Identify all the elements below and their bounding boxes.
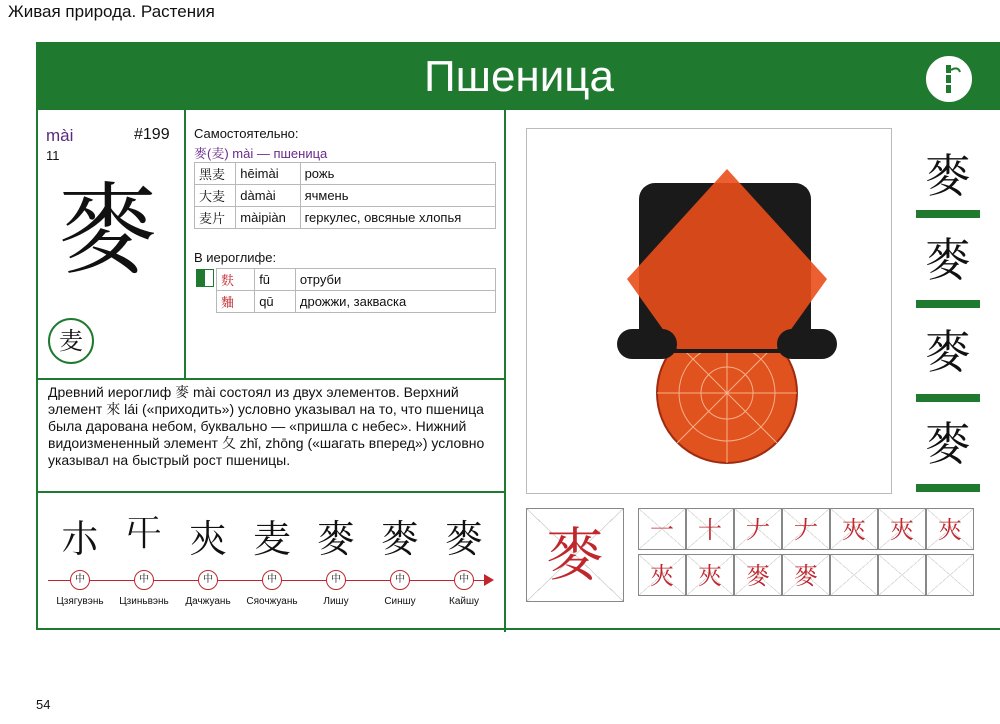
stroke-step: 一 bbox=[638, 508, 686, 550]
table-row bbox=[195, 163, 496, 185]
variant-char: 麥 bbox=[925, 233, 971, 287]
variant-divider bbox=[916, 210, 980, 218]
table-row bbox=[217, 291, 496, 313]
vocab-main-word: 麥(麦) mài — пшеница bbox=[194, 146, 328, 161]
description-text: Древний иероглиф 麥 mài состоял из двух элементов. Верхний элемент 來 lái («приходить») условно указывал на то, что пшеница была дарована небом, буквально — «пришла с небес». Нижний видоизмененный элемент 夂 zhǐ, zhōng («шагать вперед») условно указывал на быстрый рост пшеницы. bbox=[48, 384, 485, 468]
bamboo-icon bbox=[924, 54, 974, 104]
radical-badge: 麦 bbox=[48, 318, 94, 364]
vocab-hanzi: 麦片 bbox=[195, 207, 236, 229]
variant-divider bbox=[916, 300, 980, 308]
evolution-label: Цзягувэнь bbox=[56, 596, 104, 607]
evolution-label: Синшу bbox=[384, 596, 416, 607]
component-pinyin: fū bbox=[255, 269, 296, 291]
evolution-label: Дачжуань bbox=[185, 596, 231, 607]
timeline-dot: 中 bbox=[198, 570, 218, 590]
empty-cell bbox=[878, 554, 926, 596]
variant-char: 麥 bbox=[925, 417, 971, 471]
stroke-step: 夾 bbox=[638, 554, 686, 596]
component-meaning: дрожжи, закваска bbox=[295, 291, 495, 313]
evolution-glyph: 㚒 bbox=[188, 517, 227, 561]
stroke-step: 麥 bbox=[734, 554, 782, 596]
evolution-label: Цзиньвэнь bbox=[119, 596, 169, 607]
pinyin: mài bbox=[46, 126, 74, 145]
stroke-step: 夾 bbox=[926, 508, 974, 550]
vocab-table bbox=[194, 162, 496, 229]
page-number: 54 bbox=[36, 697, 51, 712]
divider bbox=[38, 491, 504, 493]
wheat-illustration bbox=[527, 129, 891, 493]
illustration-frame bbox=[526, 128, 892, 494]
vocab-meaning: ячмень bbox=[300, 185, 495, 207]
vocab-pinyin: màipiàn bbox=[236, 207, 300, 229]
stroke-order-grid bbox=[638, 508, 980, 600]
vocab-pinyin: hēimài bbox=[236, 163, 300, 185]
running-header: Живая природа. Растения bbox=[8, 2, 215, 21]
in-character-heading: В иероглифе: bbox=[194, 250, 277, 265]
stroke-step: 夾 bbox=[830, 508, 878, 550]
evolution-glyph: 𡕒 bbox=[124, 511, 163, 555]
stroke-count: 11 bbox=[46, 148, 60, 163]
arrow-icon bbox=[484, 574, 494, 586]
evolution-label: Сяочжуань bbox=[246, 596, 298, 607]
stroke-order-big: 麥 bbox=[526, 508, 624, 602]
main-character: 麥 bbox=[58, 172, 158, 289]
component-pinyin: qū bbox=[255, 291, 296, 313]
character-card bbox=[36, 42, 1000, 630]
card-title: Пшеница bbox=[424, 52, 614, 101]
stroke-step: 𠂇 bbox=[782, 508, 830, 550]
vocab-meaning: рожь bbox=[300, 163, 495, 185]
table-row bbox=[195, 207, 496, 229]
vocab-hanzi: 大麦 bbox=[195, 185, 236, 207]
evolution-glyph: 麥 bbox=[444, 517, 483, 561]
table-row bbox=[217, 269, 496, 291]
evolution-glyph: 朩 bbox=[60, 517, 99, 561]
stroke-step: 夾 bbox=[878, 508, 926, 550]
timeline-dot: 中 bbox=[134, 570, 154, 590]
vocab-hanzi: 黑麦 bbox=[195, 163, 236, 185]
stroke-step: 夾 bbox=[686, 554, 734, 596]
evolution-label: Кайшу bbox=[449, 596, 479, 607]
stroke-step: 麥 bbox=[782, 554, 830, 596]
vocab-pinyin: dàmài bbox=[236, 185, 300, 207]
variant-char: 麥 bbox=[925, 149, 971, 203]
variant-divider bbox=[916, 394, 980, 402]
evolution-glyph: 麥 bbox=[380, 517, 419, 561]
variant-divider bbox=[916, 484, 980, 492]
timeline-dot: 中 bbox=[390, 570, 410, 590]
component-meaning: отруби bbox=[295, 269, 495, 291]
timeline-dot: 中 bbox=[70, 570, 90, 590]
component-icon bbox=[196, 269, 214, 287]
variant-char: 麥 bbox=[925, 325, 971, 379]
component-hanzi: 麩 bbox=[217, 269, 255, 291]
evolution-glyph: 麦 bbox=[252, 517, 291, 561]
table-row bbox=[195, 185, 496, 207]
empty-cell bbox=[830, 554, 878, 596]
empty-cell bbox=[926, 554, 974, 596]
component-hanzi: 麯 bbox=[217, 291, 255, 313]
timeline-dot: 中 bbox=[454, 570, 474, 590]
evolution-timeline bbox=[44, 504, 500, 624]
vocab-heading: Самостоятельно: bbox=[194, 126, 299, 141]
divider bbox=[504, 110, 506, 632]
timeline-dot: 中 bbox=[262, 570, 282, 590]
stroke-step: 十 bbox=[686, 508, 734, 550]
timeline-dot: 中 bbox=[326, 570, 346, 590]
divider bbox=[38, 378, 504, 380]
evolution-glyph: 麥 bbox=[316, 517, 355, 561]
evolution-label: Лишу bbox=[323, 596, 349, 607]
in-character-table bbox=[216, 268, 496, 313]
stroke-step: 𠂇 bbox=[734, 508, 782, 550]
vocab-meaning: геркулес, овсяные хлопья bbox=[300, 207, 495, 229]
char-number: #199 bbox=[134, 126, 170, 143]
divider bbox=[184, 110, 186, 378]
